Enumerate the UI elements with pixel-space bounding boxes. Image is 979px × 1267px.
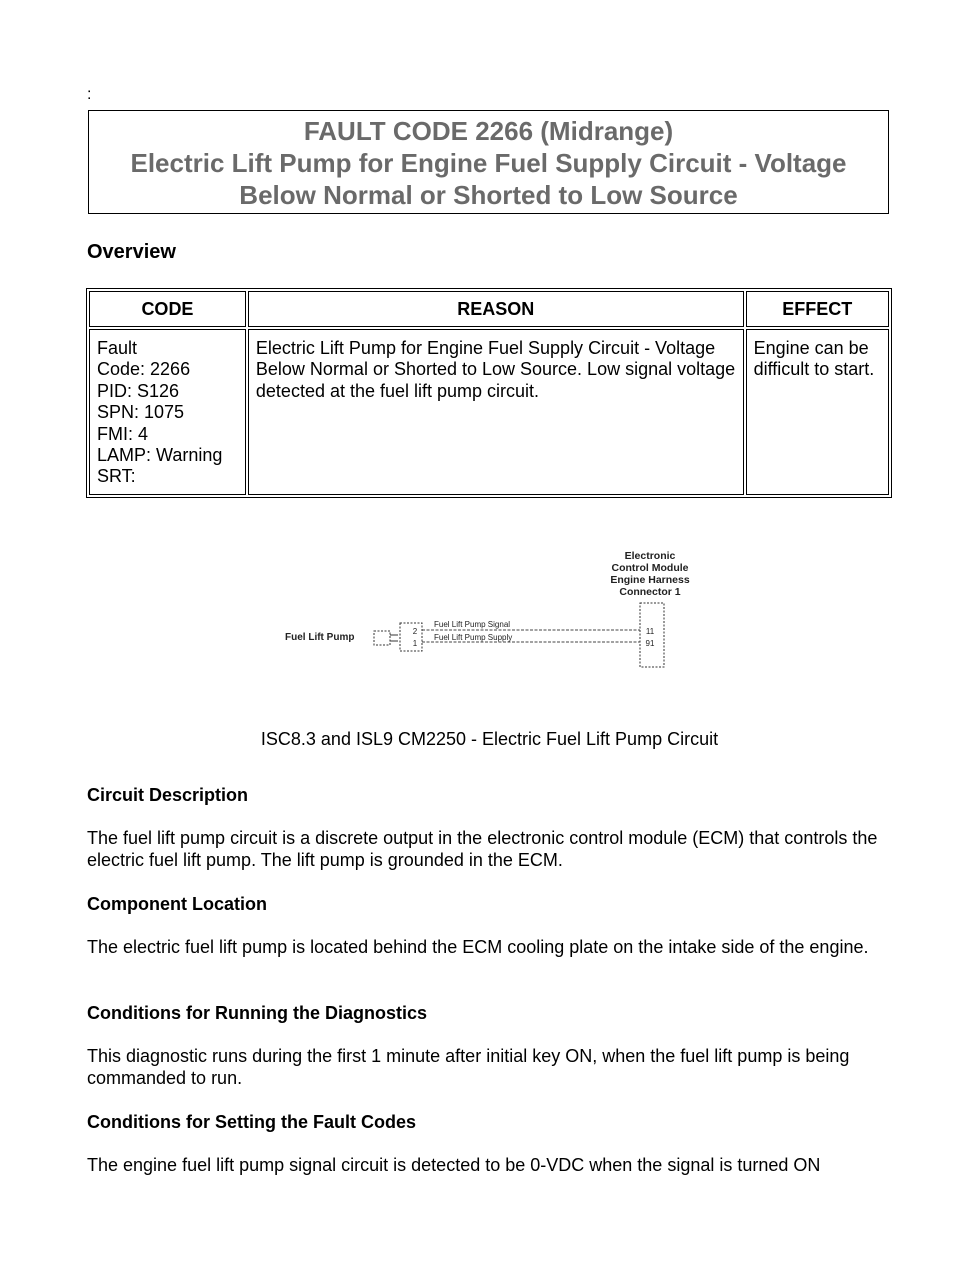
- title-line-1: FAULT CODE 2266 (Midrange): [303, 116, 674, 146]
- code-line: Code: 2266: [97, 359, 191, 380]
- column-header-effect: EFFECT: [746, 291, 889, 327]
- ecm-pin-signal: 11: [645, 627, 655, 636]
- code-line: SRT:: [97, 466, 136, 487]
- signal-wire-label: Fuel Lift Pump Signal: [434, 620, 511, 629]
- setting-conditions-text: The engine fuel lift pump signal circuit is detected to be 0-VDC when the signal is turned ON: [87, 1155, 821, 1175]
- title-box: [88, 110, 889, 214]
- overview-table: [86, 288, 892, 498]
- overview-heading: Overview: [87, 241, 176, 263]
- column-header-code: CODE: [89, 291, 246, 327]
- diagram-caption: ISC8.3 and ISL9 CM2250 - Electric Fuel Lift Pump Circuit: [260, 729, 719, 749]
- pump-connector: [400, 623, 422, 651]
- circuit-description-text: The fuel lift pump circuit is a discrete output in the electronic control module (ECM) that controls the electric fuel lift pump. The lift pump is grounded in the ECM.: [87, 828, 878, 870]
- supply-wire-label: Fuel Lift Pump Supply: [434, 633, 513, 642]
- title-line-3: Below Normal or Shorted to Low Source: [239, 180, 738, 210]
- code-line: Fault: [97, 338, 138, 358]
- code-line: SPN: 1075: [97, 402, 185, 423]
- circuit-description-heading: Circuit Description: [87, 785, 249, 805]
- code-cell: [89, 329, 246, 495]
- ecm-label-line: Engine Harness: [610, 574, 690, 586]
- pump-pin-supply: 1: [412, 639, 418, 648]
- table-header-row: [89, 291, 889, 327]
- header-colon: :: [87, 86, 92, 103]
- title-line-2: Electric Lift Pump for Engine Fuel Supply Circuit - Voltage: [130, 148, 847, 178]
- reason-cell: Electric Lift Pump for Engine Fuel Supply Circuit - Voltage Below Normal or Shorted to Low Source. Low signal voltage detected at the fuel lift pump circuit.: [248, 329, 744, 495]
- code-line: LAMP: Warning: [97, 445, 223, 466]
- pump-pin-signal: 2: [412, 627, 418, 636]
- ecm-label-line: Electronic: [624, 550, 676, 562]
- code-line: PID: S126: [97, 380, 180, 401]
- pump-symbol: [374, 631, 390, 645]
- running-conditions-heading: Conditions for Running the Diagnostics: [87, 1003, 427, 1023]
- ecm-label-line: Control Module: [611, 562, 689, 574]
- component-location-text: The electric fuel lift pump is located behind the ECM cooling plate on the intake side of the engine.: [87, 937, 869, 957]
- running-conditions-text: This diagnostic runs during the first 1 minute after initial key ON, when the fuel lift pump is being commanded to run.: [87, 1046, 850, 1088]
- table-row: [89, 329, 889, 495]
- ecm-pin-supply: 91: [645, 639, 655, 648]
- wiring-diagram: [270, 545, 720, 725]
- code-line: FMI: 4: [97, 423, 149, 444]
- pump-label: Fuel Lift Pump: [285, 632, 355, 643]
- ecm-label-line: Connector 1: [619, 586, 681, 598]
- effect-cell: Engine can be difficult to start.: [746, 329, 889, 495]
- component-location-heading: Component Location: [87, 894, 267, 914]
- setting-conditions-heading: Conditions for Setting the Fault Codes: [87, 1112, 416, 1132]
- column-header-reason: REASON: [248, 291, 744, 327]
- pump-lead: [390, 635, 398, 641]
